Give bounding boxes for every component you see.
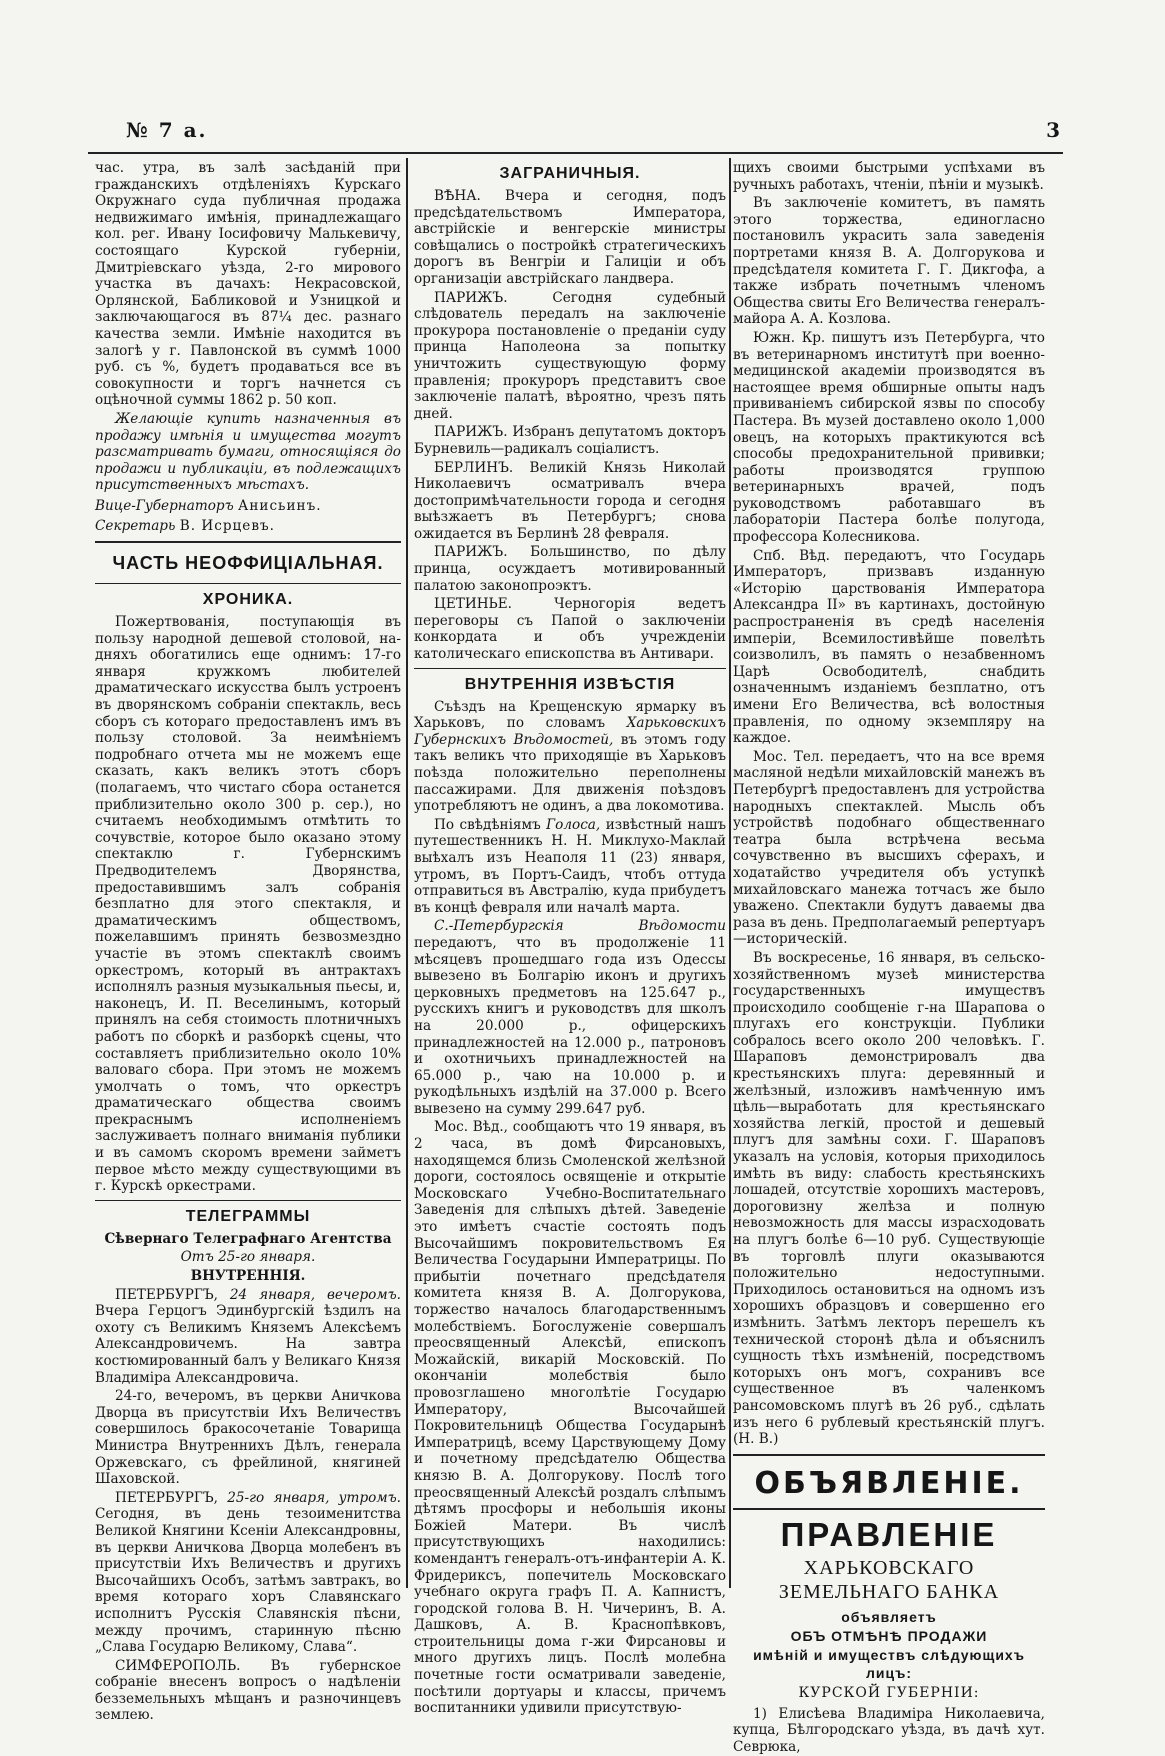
date-line: Отъ 25-го января.	[180, 1249, 316, 1266]
column-2	[414, 160, 727, 1717]
foreign-1: ВѢНА. Вчера и сегодня, подъ предсѣдательствомъ Императора, австрійскіе и венгерскіе министры совѣщались о постройкѣ стратегическихъ дорогъ въ Венгріи и Галиціи и объ организаціи австрійскаго ландвера.	[414, 188, 726, 287]
news-4-continued: щихъ своими быстрыми успѣхами въ ручныхъ работахъ, чтеніи, пѣніи и музыкѣ.	[733, 160, 1045, 193]
internal-news-title: ВНУТРЕННІЯ ИЗВѢСТІЯ	[464, 675, 676, 693]
column-divider-1	[406, 158, 408, 1588]
foreign-title: ЗАГРАНИЧНЫЯ.	[499, 165, 641, 182]
column-divider-2	[729, 158, 731, 1588]
agency-line: Сѣвернаго Телеграфнаго Агентства	[104, 1230, 392, 1247]
auction-note: Желающіе купить назначенныя въ продажу имѣнія и имущества могутъ разсматривать бумаги, относящіяся до продажи и публикаціи, въ подлежащихъ присутственныхъ мѣстахъ.	[95, 410, 401, 494]
news-3: С.-Петербургскія Вѣдомости передаютъ, что въ продолженіе 11 мѣсяцевъ прошедшаго года изъ Одессы вывезено въ Болгарію иконъ и другихъ церковныхъ предметовъ на 125.647 р., русскихъ книгъ и руководствъ для школъ на 20.000 р., офицерскихъ принадлежностей на 12.000 р., патроновъ и охотничьихъ принадлежностей на 65.000 р., чаю на 10.000 р. и рукодѣльныхъ издѣлій на 37.000 р. Всего вывезено на сумму 299.647 руб.	[414, 918, 726, 1117]
section-rule	[95, 541, 401, 543]
chronicle-text: Пожертвованія, поступающія въ пользу народной дешевой столовой, на-дняхъ обогатились еще однимъ: 17-го января кружкомъ любителей драматическаго искусства былъ устроенъ въ дворянскомъ собраніи спектакль, весь сборъ съ котораго предоставленъ имъ въ пользу столовой. За неимѣніемъ подробнаго отчета мы не можемъ еще сказать, какъ великъ этотъ сборъ (полагаемъ, что чистаго сбора останется приблизительно около 300 р. сер.), но считаемъ необходимымъ отмѣтить то сочувствіе, которое было оказано этому спектаклю г. Губернскимъ Предводителемъ Дворянства, предоставившимъ залъ собранія безплатно для этого спектакля, и драматическимъ обществомъ, пожелавшимъ принять безвозмездно участіе въ этомъ спектаклѣ своимъ оркестромъ, который въ антрактахъ исполнялъ разныя музыкальныя пьесы, и, наконецъ, И. П. Веселинымъ, который принялъ на себя стоимость плотничныхъ работъ по сборкѣ и разборкѣ сцены, что составляетъ приблизительно около 10% валоваго сбора. При этомъ не можемъ умолчать о томъ, что оркестръ драматическаго общества своимъ прекраснымъ исполненіемъ заслуживаетъ полнаго вниманія публики и въ самомъ скоромъ времени займетъ первое мѣсто между существующими въ г. Курскѣ оркестрами.	[95, 614, 401, 1195]
foreign-4: БЕРЛИНЪ. Великій Князь Николай Николаевичъ осматривалъ вчера достопримѣчательности города и сегодня выѣзжаетъ въ Петербургъ; снова ожидается въ Берлинѣ 28 февраля.	[414, 459, 726, 542]
section-title: ЧАСТЬ НЕОФФИЦІАЛЬНАЯ.	[112, 553, 384, 574]
telegram-title: ТЕЛЕГРАММЫ	[185, 1207, 311, 1225]
ad-line-1: объявляетъ	[841, 1608, 937, 1625]
ad-line-3: имѣній и имуществъ слѣдующихъ лицъ:	[753, 1646, 1025, 1681]
news-1: Съѣздъ на Крещенскую ярмарку въ Харьковъ, по словамъ Харьковскихъ Губернскихъ Вѣдомостей, въ этомъ году такъ великъ что приходящіе въ Харьковъ поѣзда положительно переполнены пассажирами. Для движенія поѣздовъ употребляютъ не одинъ, а два локомотива.	[414, 698, 727, 815]
column-1	[95, 160, 401, 1724]
news-8: Мос. Тел. передаетъ, что на все время масляной недѣли михайловскій манежъ въ Петербургѣ предоставленъ для устройства народныхъ спектаклей. Мысль объ устройствѣ подобнаго общественнаго театра была встрѣчена весьма сочувственно въ высшихъ сферахъ, и ходатайство учредителя объ уступкѣ михайловскаго манежа тотчасъ же было уважено. Спектакли будутъ даваемы два раза въ день. Предполагаемый репертуаръ—историческій.	[733, 748, 1045, 948]
chronicle-title: ХРОНИКА.	[202, 591, 294, 609]
ad-board: ПРАВЛЕНІЕ	[780, 1515, 998, 1553]
column-3	[733, 160, 1045, 1755]
header-rule	[88, 152, 1063, 154]
news-9: Въ воскресенье, 16 января, въ сельско-хозяйственномъ музеѣ министерства государственныхъ имуществъ происходило сообщеніе г-на Шарапова о плугахъ его конструкціи. Публики собралось всего около 200 человѣкъ. Г. Шараповъ демонстрировалъ два крестьянскихъ плуга: деревянный и желѣзный, изложивъ намѣченную имъ цѣль—выработать для крестьянскаго хозяйства легкій, простой и дешевый плугъ для замѣны сохи. Г. Шараповъ указалъ на условія, которыя приходилось имѣть въ виду: слабость крестьянскихъ лошадей, отсутствіе хорошихъ мастеровъ, дороговизну желѣза и полную невозможность для массы израсходовать на плугъ болѣе 6—10 руб. Существующіе въ торговлѣ плуги оказываются положительно недоступными. Приходилось остановиться на одномъ изъ хорошихъ образцовъ и совершенно его измѣнить. Затѣмъ лекторъ перешелъ къ технической сторонѣ дѣла и объяснилъ сущность тѣхъ измѣненій, посредствомъ которыхъ онъ могъ, сохранивъ все существенное въ чаленкомъ ранcомовскомъ плугѣ въ 26 руб., сдѣлать изъ него 6 рублевый крестьянскій плугъ. (Н. В.)	[733, 949, 1045, 1448]
foreign-5: ПАРИЖЪ. Большинство, по дѣлу принца, осуждаетъ мотивированный палатою законопроэктъ.	[414, 544, 726, 594]
telegram-2: 24-го, вечеромъ, въ церкви Аничкова Дворца въ присутствіи Ихъ Величествъ совершилось бракосочетаніе Товарища Министра Внутреннихъ Дѣлъ, генерала Оржевскаго, съ фрейлиной, княгиней Шаховской.	[95, 1388, 401, 1488]
foreign-2: ПАРИЖЪ. Сегодня судебный слѣдователь передалъ на заключеніе прокурора постановленіе о преданіи суду принца Наполеона за попытку уничтожить существующую форму правленія; прокуроръ представитъ свое заключеніе палатѣ, вѣроятно, чрезъ пять дней.	[414, 289, 727, 422]
ad-line-4: КУРСКОЙ ГУБЕРНІИ:	[798, 1684, 980, 1701]
news-5: Въ заключеніе комитетъ, въ память этого торжества, единогласно постановилъ украсить зала заведенія портретами князя В. А. Долгорукова и предсѣдателя комитета Г. Г. Дикгофа, а также избрать почетнымъ членомъ Общества свиты Его Величества генералъ-майора А. А. Козлова.	[733, 195, 1045, 328]
rule	[95, 583, 401, 584]
ad-rule	[733, 1508, 1045, 1510]
rule	[95, 1200, 401, 1201]
ad-bank: ХАРЬКОВСКАГО ЗЕМЕЛЬНАГО БАНКА	[778, 1556, 1000, 1603]
ad-line-2: ОБЪ ОТМѢНѢ ПРОДАЖИ	[790, 1627, 988, 1644]
ad-rule	[733, 1454, 1045, 1456]
news-7: Спб. Вѣд. передаютъ, что Государь Императоръ, призвавъ изданную «Исторію царствованія Императора Александра II» въ картинахъ, достойную распространенія въ средѣ населенія имперіи, Всемилостивѣйше повелѣть соизволилъ, въ память о незабвенномъ Царѣ Освободителѣ, снабдить означеннымъ изданіемъ безплатно, отъ имени Его Величества, всѣ волостныя правленія, по одному экземпляру на каждое.	[733, 547, 1045, 747]
telegram-4: СИМФЕРОПОЛЬ. Въ губернское собраніе внесенъ вопросъ о надѣленіи безземельныхъ мѣщанъ и разночинцевъ землею.	[95, 1657, 401, 1724]
news-6: Южн. Кр. пишутъ изъ Петербурга, что въ ветеринарномъ институтѣ при военно-медицинской академіи производятся въ настоящее время обширные опыты надъ прививаніемъ сибирской язвы по способу Пастера. Въ музей доставлено около 1,000 овецъ, на которыхъ практикуются всѣ способы предохранительной прививки; работы производятся группою ветеринарныхъ врачей, подъ руководствомъ работавшаго въ лабораторіи Пастера болѣе полугода, профессора Колесникова.	[733, 329, 1045, 546]
page-number: 3	[1046, 118, 1060, 142]
foreign-6: ЦЕТИНЬЕ. Черногорія ведетъ переговоры съ Папой о заключеніи конкордата и объ учрежденіи католическаго епископства въ Антивари.	[414, 596, 726, 663]
telegram-1: ПЕТЕРБУРГЪ, 24 января, вечеромъ. Вчера Герцогъ Эдинбургскій ѣздилъ на охоту съ Великимъ Княземъ Алексѣемъ Александровичемъ. На завтра костюмированный балъ у Великаго Князя Владиміра Александровича.	[95, 1286, 401, 1386]
telegram-3: ПЕТЕРБУРГЪ, 25-го января, утромъ. Сегодня, въ день тезоименитства Великой Княгини Ксеніи Александровны, въ церкви Аничкова Дворца молебенъ въ присутствіи Ихъ Величествъ и другихъ Высочайшихъ Особъ, затѣмъ завтракъ, во время котораго хоръ Славянскаго исполнитъ Русскія Славянскія пѣсни, между прочимъ, старинную пѣсню „Слава Государю Великому, Слава“.	[95, 1489, 401, 1656]
rule	[414, 668, 726, 669]
ad-item-1: 1) Елисѣева Владиміра Николаевича, купца, Бѣлгородскаго уѣзда, въ дачѣ хут. Севрюка,	[733, 1705, 1045, 1755]
foreign-3: ПАРИЖЪ. Избранъ депутатомъ докторъ Бурневиль—радикалъ соціалистъ.	[414, 424, 726, 457]
auction-notice: час. утра, въ залѣ засѣданій при гражданскихъ отдѣленіяхъ Курскаго Окружнаго суда публичная продажа недвижимаго имѣнія, принадлежащаго кол. рег. Ивану Іосифовичу Малькевичу, состоящаго Курской губерніи, Дмитріевскаго уѣзда, 2-го мирового участка въ дачахъ: Некрасовской, Орлянской, Бабликовой и Узницкой и заключающагося въ 87¼ дес. разнаго качества земли. Имѣніе находится въ залогѣ у г. Павлонской въ суммѣ 1000 руб. съ %, будетъ продаваться все въ совокупности и торгъ начнется съ оцѣночной суммы 1862 р. 50 коп.	[95, 160, 401, 409]
page-header	[126, 112, 1060, 146]
issue-number: № 7 a.	[126, 118, 208, 142]
internal-title: ВНУТРЕННІЯ.	[190, 1268, 306, 1285]
news-4: Мос. Вѣд., сообщаютъ что 19 января, въ 2 часа, въ домѣ Фирсановыхъ, находящемся близь Смоленской желѣзной дороги, состоялось освященіе и открытіе Московскаго Учебно-Воспитательнаго Заведенія для слѣпыхъ дѣтей. Заведеніе это имѣетъ счастіе состоять подъ Высочайшимъ покровительствомъ Ея Величества Государыни Императрицы. По прибытіи почетнаго предсѣдателя комитета князя В. А. Долгорукова, торжество началось благодарственнымъ молебствіемъ. Богослуженіе совершалъ преосвященный Алексѣй, епископъ Можайскій, викарій Московскій. По окончаніи молебствія было провозглашено многолѣтіе Государю Императору, Высочайшей Покровительницѣ Общества Государынѣ Императрицѣ, всему Царствующему Дому и почетному предсѣдателю Общества князю В. А. Долгорукову. Послѣ того преосвященный Алексѣй роздалъ слѣпымъ дѣтямъ просфоры и небольшія иконы Божіей Матери. Въ числѣ присутствующихъ находились: комендантъ генералъ-отъ-инфантеріи А. К. Фридериксъ, попечитель Московскаго учебнаго округа графъ П. А. Капнистъ, городской голова В. Н. Чичеринъ, В. А. Дашковъ, А. В. Краснопѣвковъ, строительницы дома г-жи Фирсановы и много другихъ лицъ. Послѣ молебна почетные гости осматривали заведеніе, посѣтили дортуары и классы, причемъ воспитанники удивили присутствую-	[414, 1119, 726, 1717]
ad-title: ОБЪЯВЛЕНІЕ.	[754, 1465, 1024, 1501]
signature-secretary: Секретарь В. Исрцевъ.	[95, 518, 275, 535]
news-2: По свѣдѣніямъ Голоса, извѣстный нашъ путешественникъ Н. Н. Миклухо-Маклай выѣхалъ изъ Неаполя 11 (23) января, утромъ, въ Портъ-Саидъ, чтобъ оттуда отправиться въ Австралію, куда прибудетъ въ концѣ февраля или началѣ марта.	[414, 816, 726, 916]
signature-vice-governor: Вице-Губернаторъ Анисьинъ.	[95, 497, 322, 514]
